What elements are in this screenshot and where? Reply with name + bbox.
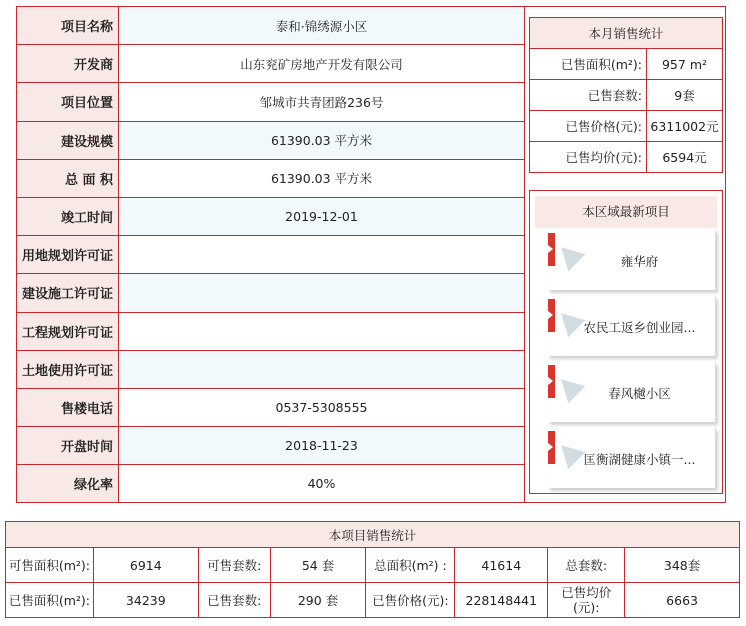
- latest-project-link[interactable]: [548, 230, 716, 290]
- project-sales-table: [5, 521, 740, 618]
- arrow-marker-icon: [548, 299, 555, 332]
- sales-value: 6663: [625, 583, 740, 618]
- info-value: [119, 236, 525, 274]
- info-row: [17, 121, 525, 159]
- info-value: 2018-11-23: [119, 427, 525, 465]
- latest-project-link[interactable]: [548, 296, 716, 356]
- arrow-marker-icon: [548, 431, 555, 464]
- sales-value: 348套: [625, 548, 740, 583]
- sales-label: 已售面积(m²):: [6, 583, 94, 618]
- sales-label: 已售均价(元):: [548, 583, 625, 618]
- latest-project-link[interactable]: [548, 362, 716, 422]
- info-row: [17, 197, 525, 235]
- info-label: 土地使用许可证: [17, 350, 119, 388]
- monthly-label: 已售价格(元):: [530, 111, 647, 142]
- latest-project-name: 匡衡湖健康小镇一...: [583, 452, 696, 467]
- monthly-value: 6311002元: [647, 111, 723, 142]
- latest-projects-title: 本区域最新项目: [535, 196, 717, 228]
- sales-value: 34239: [93, 583, 198, 618]
- monthly-sales-table: [529, 17, 723, 173]
- info-value: 0537-5308555: [119, 388, 525, 426]
- info-row: [17, 83, 525, 121]
- info-row: [17, 236, 525, 274]
- info-value: 61390.03 平方米: [119, 159, 525, 197]
- monthly-label: 已售套数:: [530, 80, 647, 111]
- latest-project-name: 雍华府: [620, 254, 659, 269]
- info-label: 工程规划许可证: [17, 312, 119, 350]
- monthly-label: 已售面积(m²):: [530, 49, 647, 80]
- info-row: [17, 274, 525, 312]
- info-label: 项目位置: [17, 83, 119, 121]
- monthly-sales-title: 本月销售统计: [530, 18, 723, 49]
- sales-label: 可售面积(m²):: [6, 548, 94, 583]
- monthly-row: [530, 80, 723, 111]
- sales-value: 6914: [93, 548, 198, 583]
- info-value: [119, 274, 525, 312]
- project-info-table: [16, 6, 525, 503]
- info-value: 邹城市共青团路236号: [119, 83, 525, 121]
- sales-value: 41614: [455, 548, 548, 583]
- sales-label: 已售价格(元):: [366, 583, 455, 618]
- info-value: 61390.03 平方米: [119, 121, 525, 159]
- info-label: 用地规划许可证: [17, 236, 119, 274]
- info-label: 竣工时间: [17, 197, 119, 235]
- info-row: [17, 45, 525, 83]
- info-label: 总 面 积: [17, 159, 119, 197]
- info-label: 售楼电话: [17, 388, 119, 426]
- sales-value: 54 套: [270, 548, 366, 583]
- info-label: 开盘时间: [17, 427, 119, 465]
- info-label: 绿化率: [17, 465, 119, 503]
- sales-label: 总面积(m²) :: [366, 548, 455, 583]
- sales-row: [6, 548, 740, 583]
- monthly-label: 已售均价(元):: [530, 142, 647, 173]
- monthly-row: [530, 142, 723, 173]
- info-value: [119, 350, 525, 388]
- monthly-value: 9套: [647, 80, 723, 111]
- info-row: [17, 159, 525, 197]
- info-value: 40%: [119, 465, 525, 503]
- info-row: [17, 7, 525, 45]
- sales-label: 已售套数:: [198, 583, 270, 618]
- arrow-marker-icon: [548, 233, 555, 266]
- sales-label: 可售套数:: [198, 548, 270, 583]
- monthly-row: [530, 49, 723, 80]
- project-sales-title: 本项目销售统计: [6, 522, 740, 548]
- monthly-value: 6594元: [647, 142, 723, 173]
- sales-value: 228148441: [455, 583, 548, 618]
- sales-value: 290 套: [270, 583, 366, 618]
- info-value: 2019-12-01: [119, 197, 525, 235]
- info-value: 山东兖矿房地产开发有限公司: [119, 45, 525, 83]
- info-row: [17, 312, 525, 350]
- info-value: 泰和·锦绣源小区: [119, 7, 525, 45]
- info-label: 项目名称: [17, 7, 119, 45]
- sales-label: 总套数:: [548, 548, 625, 583]
- latest-project-name: 农民工返乡创业园...: [583, 320, 696, 335]
- info-row: [17, 388, 525, 426]
- sales-row: [6, 583, 740, 618]
- info-row: [17, 350, 525, 388]
- latest-project-name: 春风樾小区: [608, 386, 671, 401]
- info-value: [119, 312, 525, 350]
- info-label: 开发商: [17, 45, 119, 83]
- info-label: 建设规模: [17, 121, 119, 159]
- arrow-marker-icon: [548, 365, 555, 398]
- latest-project-link[interactable]: [548, 428, 716, 488]
- info-row: [17, 427, 525, 465]
- info-label: 建设施工许可证: [17, 274, 119, 312]
- info-row: [17, 465, 525, 503]
- monthly-value: 957 m²: [647, 49, 723, 80]
- monthly-row: [530, 111, 723, 142]
